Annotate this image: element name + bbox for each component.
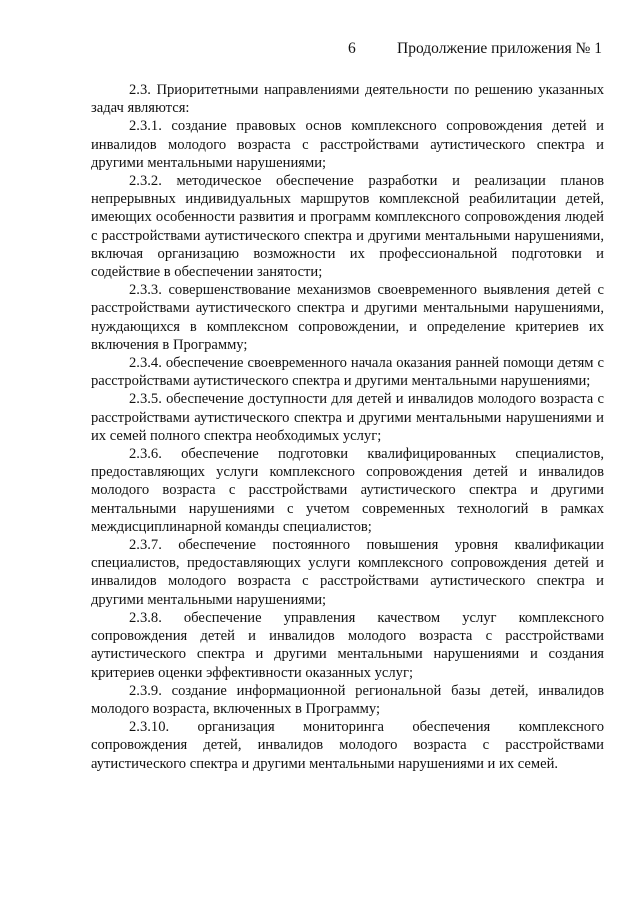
- paragraph-2-3-10: 2.3.10. организация мониторинга обеспечения комплексного сопровождения детей, инвалидов молодого возраста с расстройствами аутистического спектра и другими ментальными нарушениями и их семей.: [91, 719, 604, 772]
- page-number: 6: [348, 40, 356, 57]
- paragraph-2-3: 2.3. Приоритетными направлениями деятельности по решению указанных задач являются:: [91, 82, 604, 117]
- body-text: [91, 81, 604, 773]
- paragraph-2-3-7: 2.3.7. обеспечение постоянного повышения уровня квалификации специалистов, предоставляющих услуги комплексного сопровождения детей и инвалидов молодого возраста с расстройствами аутистического спектра и другими ментальными нарушениями;: [91, 537, 604, 608]
- paragraph-2-3-2: 2.3.2. методическое обеспечение разработки и реализации планов непрерывных индивидуальных маршрутов комплексной реабилитации детей, имеющих особенности развития и программ комплексного сопровождения людей с расстройствами аутистического спектра и другими ментальными нарушениями, включая организацию возможности их профессиональной подготовки и содействие в обеспечении занятости;: [91, 173, 604, 281]
- paragraph-2-3-8: 2.3.8. обеспечение управления качеством услуг комплексного сопровождения детей и инвалидов молодого возраста с расстройствами аутистического спектра и другими ментальными нарушениями и создания критериев оценки эффективности оказанных услуг;: [91, 609, 604, 681]
- paragraph-2-3-5: 2.3.5. обеспечение доступности для детей и инвалидов молодого возраста с расстройствами аутистического спектра и другими ментальными нарушениями и их семей полного спектра необходимых услуг;: [91, 391, 604, 444]
- paragraph-2-3-6: 2.3.6. обеспечение подготовки квалифицированных специалистов, предоставляющих услуги комплексного сопровождения детей и инвалидов молодого возраста с расстройствами аутистического спектра и другими ментальными нарушениями с учетом современных технологий в рамках междисциплинарной команды специалистов;: [91, 446, 604, 535]
- paragraph-2-3-9: 2.3.9. создание информационной региональной базы детей, инвалидов молодого возраста, включенных в Программу;: [91, 682, 604, 717]
- page-header: [0, 40, 640, 62]
- paragraph-2-3-4: 2.3.4. обеспечение своевременного начала оказания ранней помощи детям с расстройствами аутистического спектра и другими ментальными нарушениями;: [91, 355, 604, 390]
- paragraph-2-3-1: 2.3.1. создание правовых основ комплексного сопровождения детей и инвалидов молодого возраста с расстройствами аутистического спектра и другими ментальными нарушениями;: [91, 118, 604, 171]
- paragraph-2-3-3: 2.3.3. совершенствование механизмов своевременного выявления детей с расстройствами аутистического спектра и другими ментальными нарушениями, нуждающихся в комплексном сопровождении, и определение критериев их включения в Программу;: [91, 282, 604, 353]
- appendix-note: Продолжение приложения № 1: [397, 40, 602, 57]
